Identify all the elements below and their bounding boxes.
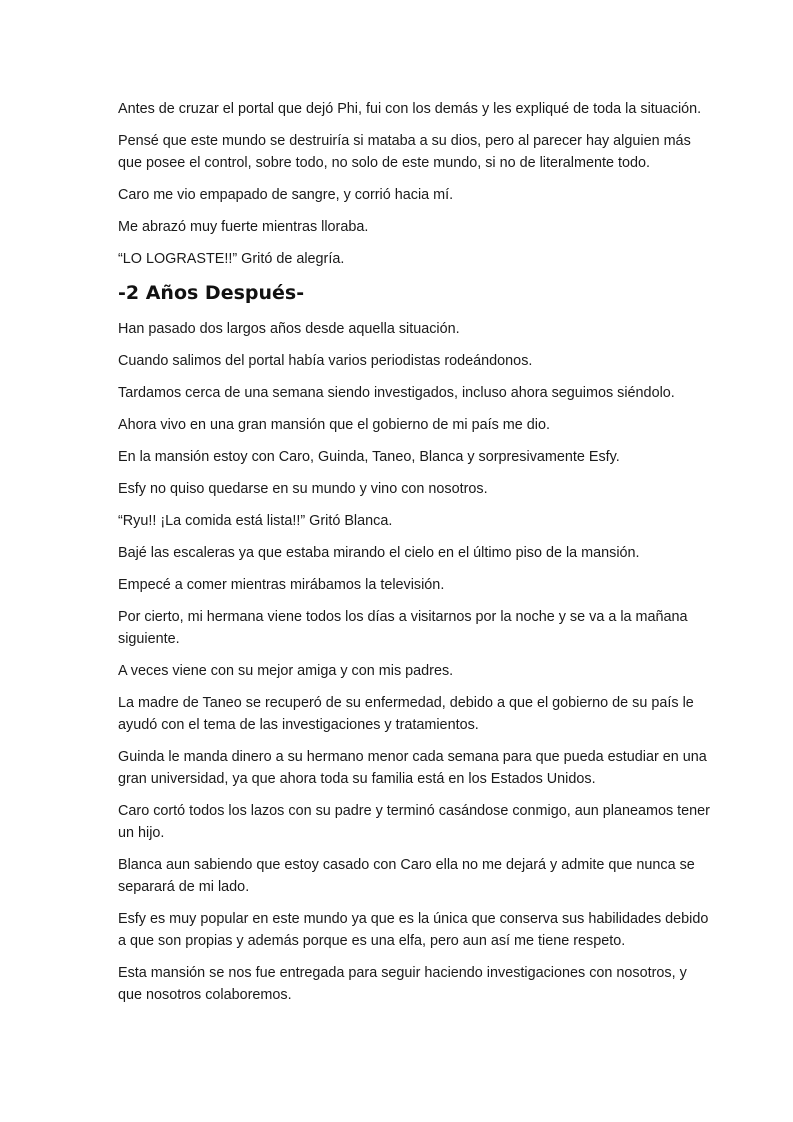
document-body [118, 98, 714, 1016]
paragraph: “LO LOGRASTE!!” Gritó de alegría. [118, 251, 345, 267]
paragraph: Esta mansión se nos fue entregada para seguir haciendo investigaciones con nosotros, y que nosotros colaboremos. [118, 965, 687, 1003]
paragraph: Tardamos cerca de una semana siendo investigados, incluso ahora seguimos siéndolo. [118, 385, 675, 401]
paragraph: Cuando salimos del portal había varios periodistas rodeándonos. [118, 353, 533, 369]
paragraph: Empecé a comer mientras mirábamos la televisión. [118, 577, 445, 593]
paragraph: Antes de cruzar el portal que dejó Phi, fui con los demás y les expliqué de toda la situación. [118, 101, 702, 117]
paragraph: Me abrazó muy fuerte mientras lloraba. [118, 219, 369, 235]
paragraph: Pensé que este mundo se destruiría si mataba a su dios, pero al parecer hay alguien más que posee el control, sobre todo, no solo de este mundo, si no de literalmente todo. [118, 133, 691, 171]
paragraph: Ahora vivo en una gran mansión que el gobierno de mi país me dio. [118, 417, 550, 433]
paragraph: La madre de Taneo se recuperó de su enfermedad, debido a que el gobierno de su país le ayudó con el tema de las investigaciones y tratamientos. [118, 695, 694, 733]
paragraph: Blanca aun sabiendo que estoy casado con Caro ella no me dejará y admite que nunca se separará de mi lado. [118, 857, 695, 895]
paragraph: En la mansión estoy con Caro, Guinda, Taneo, Blanca y sorpresivamente Esfy. [118, 449, 620, 465]
paragraph: “Ryu!! ¡La comida está lista!!” Gritó Blanca. [118, 513, 393, 529]
paragraph: Esfy es muy popular en este mundo ya que es la única que conserva sus habilidades debido a que son propias y además porque es una elfa, pero aun así me tiene respeto. [118, 911, 709, 949]
paragraph: Caro cortó todos los lazos con su padre y terminó casándose conmigo, aun planeamos tener un hijo. [118, 803, 710, 841]
paragraph: Guinda le manda dinero a su hermano menor cada semana para que pueda estudiar en una gran universidad, ya que ahora toda su familia está en los Estados Unidos. [118, 749, 707, 787]
paragraph: Bajé las escaleras ya que estaba mirando el cielo en el último piso de la mansión. [118, 545, 640, 561]
paragraph: Han pasado dos largos años desde aquella situación. [118, 321, 460, 337]
paragraph: Caro me vio empapado de sangre, y corrió hacia mí. [118, 187, 454, 203]
paragraph: A veces viene con su mejor amiga y con mis padres. [118, 663, 454, 679]
section-heading: -2 Años Después- [118, 282, 305, 304]
paragraph: Esfy no quiso quedarse en su mundo y vino con nosotros. [118, 481, 488, 497]
paragraph: Por cierto, mi hermana viene todos los días a visitarnos por la noche y se va a la mañana siguiente. [118, 609, 688, 647]
